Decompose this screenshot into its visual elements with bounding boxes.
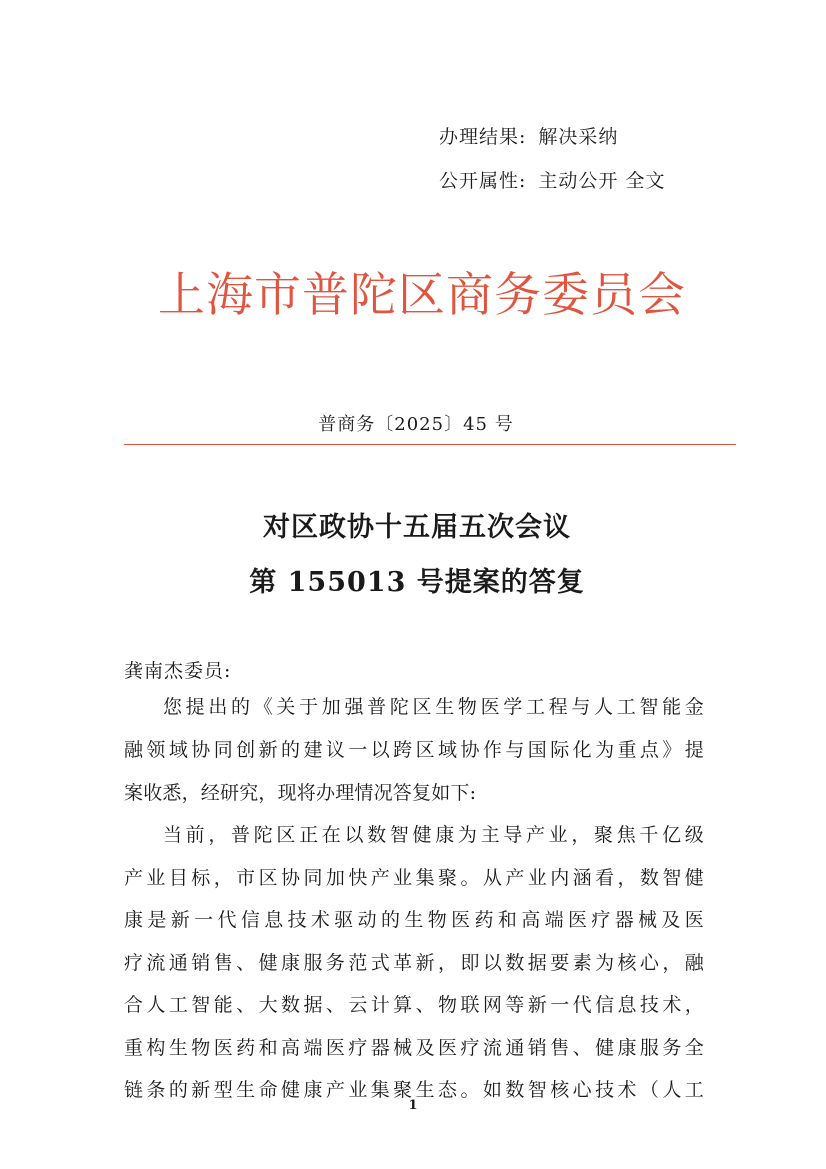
red-divider-line — [124, 444, 736, 445]
body-line: 融领域协同创新的建议一以跨区域协作与国际化为重点》提 — [124, 739, 704, 761]
body-line: 重构生物医药和高端医疗器械及医疗流通销售、健康服务全 — [124, 1037, 704, 1059]
disclosure-attribute-label: 公开属性: — [439, 170, 527, 192]
disclosure-attribute-row — [439, 166, 665, 193]
body-line: 产业目标，市区协同加快产业集聚。从产业内涵看，数智健 — [124, 867, 704, 889]
document-title-line-2: 第 155013 号提案的答复 — [249, 567, 585, 598]
body-line: 康是新一代信息技术驱动的生物医药和高端医疗器械及医 — [124, 909, 704, 931]
handling-result-value: 解决采纳 — [538, 126, 619, 148]
body-line: 您提出的《关于加强普陀区生物医学工程与人工智能金 — [163, 696, 704, 718]
body-line: 疗流通销售、健康服务范式革新，即以数据要素为核心，融 — [124, 952, 704, 974]
body-line: 当前，普陀区正在以数智健康为主导产业，聚焦千亿级 — [163, 824, 704, 846]
handling-result-row — [439, 122, 618, 149]
salutation: 龚南杰委员: — [124, 660, 232, 682]
handling-result-label: 办理结果: — [439, 126, 527, 148]
disclosure-attribute-value: 主动公开 全文 — [538, 170, 666, 192]
body-line: 链条的新型生命健康产业集聚生态。如数智核心技术（人工 — [124, 1079, 704, 1101]
body-line: 案收悉，经研究，现将办理情况答复如下: — [124, 782, 477, 804]
body-line: 合人工智能、大数据、云计算、物联网等新一代信息技术， — [124, 994, 704, 1016]
page-number: 1 — [408, 1098, 418, 1113]
issuing-organization-title: 上海市普陀区商务委员会 — [158, 268, 686, 323]
document-number: 普商务〔2025〕45 号 — [318, 414, 514, 435]
document-title-line-1: 对区政协十五届五次会议 — [263, 512, 571, 543]
